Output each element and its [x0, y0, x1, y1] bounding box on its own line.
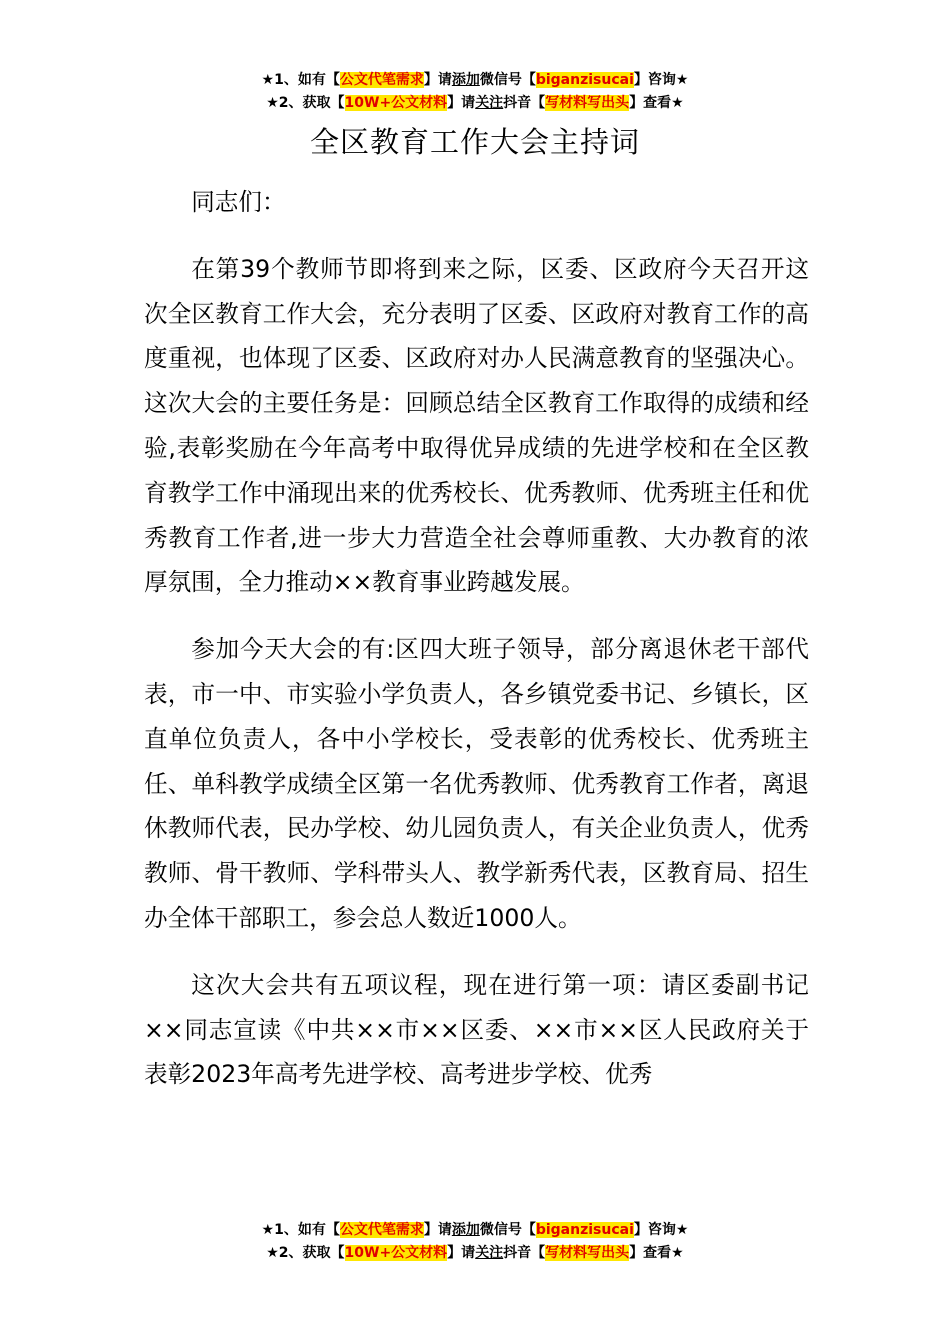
- promo-line-1: [0, 1219, 950, 1242]
- promo-text: ★2、获取【: [266, 95, 345, 111]
- document-body: [144, 180, 809, 1119]
- paragraph-3: 这次大会共有五项议程，现在进行第一项：请区委副书记××同志宣读《中共××市××区委、××市××区人民政府关于表彰2023年高考先进学校、高考进步学校、优秀: [144, 970, 809, 1089]
- highlight-douyin: 写材料写出头: [545, 1245, 630, 1261]
- promo-text: 】咨询★: [633, 1222, 689, 1238]
- promo-text: 】请: [447, 1245, 476, 1261]
- highlight-materials: 10W+公文材料: [344, 1245, 448, 1261]
- promo-underline: 添加: [451, 1222, 480, 1238]
- greeting: 同志们：: [191, 188, 286, 216]
- paragraph-2: 参加今天大会的有:区四大班子领导，部分离退休老干部代表，市一中、市实验小学负责人，各乡镇党委书记、乡镇长，区直单位负责人，各中小学校长，受表彰的优秀校长、优秀班主任、单科教学成绩全区第一名优秀教师、优秀教育工作者，离退休教师代表，民办学校、幼儿园负责人，有关企业负责人，优秀教师、骨干教师、学科带头人、教学新秀代表，区教育局、招生办全体干部职工，参会总人数近1000人。: [144, 635, 809, 932]
- promo-text: ★1、如有【: [261, 1222, 340, 1238]
- highlight-wechat-id: biganzisucai: [535, 1222, 634, 1238]
- promo-text: 】咨询★: [633, 72, 689, 88]
- promo-text: 】查看★: [629, 95, 684, 111]
- highlight-service: 公文代笔需求: [339, 1222, 424, 1238]
- promo-text: 】请: [447, 95, 476, 111]
- promo-underline: 关注: [475, 1245, 504, 1261]
- promo-text: 微信号【: [479, 72, 536, 88]
- promo-text: 】查看★: [629, 1245, 684, 1261]
- promo-text: 抖音【: [503, 1245, 546, 1261]
- promo-banner-top: [0, 69, 950, 115]
- highlight-douyin: 写材料写出头: [545, 95, 630, 111]
- promo-text: ★2、获取【: [266, 1245, 345, 1261]
- promo-text: 抖音【: [503, 95, 546, 111]
- document-title: 全区教育工作大会主持词: [309, 125, 640, 159]
- promo-line-2: [0, 92, 950, 115]
- promo-text: 】请: [423, 1222, 452, 1238]
- promo-line-1: [0, 69, 950, 92]
- promo-underline: 关注: [475, 95, 504, 111]
- promo-line-2: [0, 1242, 950, 1265]
- highlight-materials: 10W+公文材料: [344, 95, 448, 111]
- promo-underline: 添加: [451, 72, 480, 88]
- highlight-wechat-id: biganzisucai: [535, 72, 634, 88]
- highlight-service: 公文代笔需求: [339, 72, 424, 88]
- promo-banner-bottom: [0, 1219, 950, 1265]
- promo-text: 】请: [423, 72, 452, 88]
- promo-text: ★1、如有【: [261, 72, 340, 88]
- promo-text: 微信号【: [479, 1222, 536, 1238]
- paragraph-1: 在第39个教师节即将到来之际，区委、区政府今天召开这次全区教育工作大会，充分表明了区委、区政府对教育工作的高度重视，也体现了区委、区政府对办人民满意教育的坚强决心。这次大会的主要任务是：回顾总结全区教育工作取得的成绩和经验,表彰奖励在今年高考中取得优异成绩的先进学校和在全区教育教学工作中涌现出来的优秀校长、优秀教师、优秀班主任和优秀教育工作者,进一步大力营造全社会尊师重教、大办教育的浓厚氛围，全力推动××教育事业跨越发展。: [144, 254, 809, 597]
